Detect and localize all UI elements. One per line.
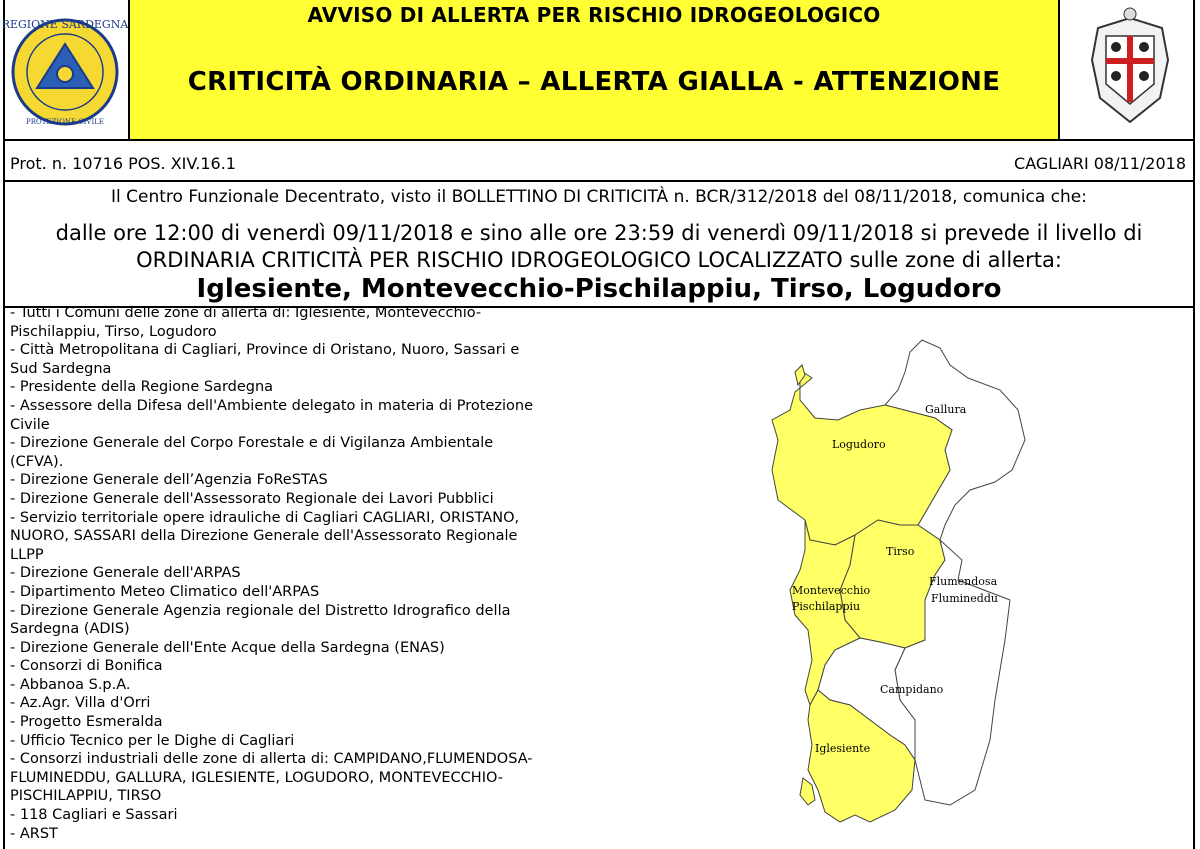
label-iglesiente: Iglesiente [815, 742, 871, 755]
label-montevecchio-1: Montevecchio [792, 584, 871, 597]
list-item: - Consorzi di Bonifica [10, 658, 163, 675]
protocol-number: Prot. n. 10716 POS. XIV.16.1 [10, 154, 236, 173]
label-gallura: Gallura [925, 403, 967, 416]
alert-title: AVVISO DI ALLERTA PER RISCHIO IDROGEOLOGICO [307, 3, 881, 27]
list-item: LLPP [10, 546, 44, 563]
list-item: Civile [10, 416, 50, 433]
label-campidano: Campidano [880, 683, 944, 696]
list-item: - Direzione Generale dell’Agenzia FoReSTAS [10, 472, 328, 489]
notice-period: dalle ore 12:00 di venerdì 09/11/2018 e sino alle ore 23:59 di venerdì 09/11/2018 si prevede il livello di [55, 221, 1143, 245]
alert-zones: Iglesiente, Montevecchio-Pischilappiu, Tirso, Logudoro [196, 274, 1002, 304]
list-item: - Assessore della Difesa dell'Ambiente delegato in materia di Protezione [10, 397, 533, 414]
list-item: Sud Sardegna [10, 360, 112, 377]
logo-text-bottom: PROTEZIONE CIVILE [25, 118, 105, 126]
list-item: - Consorzi industriali delle zone di allerta di: CAMPIDANO,FLUMENDOSA- [10, 751, 533, 768]
list-item: - Direzione Generale dell'Assessorato Regionale dei Lavori Pubblici [10, 490, 494, 507]
list-item: (CFVA). [10, 453, 64, 470]
label-montevecchio-2: Pischilappiu [792, 600, 861, 613]
sardegna-coat-of-arms-icon [1064, 0, 1195, 139]
label-flumendosa-1: Flumendosa [929, 575, 998, 588]
sardinia-alert-map [760, 335, 1060, 835]
list-item: - Città Metropolitana di Cagliari, Province di Oristano, Nuoro, Sassari e [10, 342, 520, 359]
label-logudoro: Logudoro [832, 438, 886, 451]
list-item: - ARST [10, 825, 58, 842]
list-item: - Direzione Generale Agenzia regionale del Distretto Idrografico della [10, 602, 511, 619]
protezione-civile-logo [3, 0, 128, 139]
list-item: - Ufficio Tecnico per le Dighe di Cagliari [10, 732, 295, 749]
notice-level: ORDINARIA CRITICITÀ PER RISCHIO IDROGEOLOGICO LOCALIZZATO sulle zone di allerta: [136, 248, 1062, 272]
logo-text-top: REGIONE SARDEGNA [3, 18, 128, 31]
list-item: Pischilappiu, Tirso, Logudoro [10, 323, 217, 340]
list-item: - Direzione Generale dell'ARPAS [10, 565, 241, 582]
notice-box [3, 182, 1195, 308]
recipients-list [10, 304, 580, 843]
list-item: - Servizio territoriale opere idrauliche di Cagliari CAGLIARI, ORISTANO, [10, 509, 520, 526]
list-item: - Tutti i Comuni delle zone di allerta di: Iglesiente, Montevecchio- [10, 305, 482, 321]
list-item: - Progetto Esmeralda [10, 714, 163, 731]
list-item: - Az.Agr. Villa d'Orri [10, 695, 151, 712]
island-sant-antioco [800, 778, 815, 805]
label-tirso: Tirso [886, 545, 915, 558]
list-item: Sardegna (ADIS) [10, 621, 130, 638]
header [3, 0, 1195, 141]
list-item: - Dipartimento Meteo Climatico dell'ARPAS [10, 583, 320, 600]
list-item: - 118 Cagliari e Sassari [10, 807, 178, 824]
protocol-row [3, 141, 1195, 182]
place-date: CAGLIARI 08/11/2018 [1014, 154, 1186, 173]
list-item: - Presidente della Regione Sardegna [10, 379, 274, 396]
list-item: - Direzione Generale del Corpo Forestale e di Vigilanza Ambientale [10, 435, 494, 452]
alert-level-title: CRITICITÀ ORDINARIA – ALLERTA GIALLA - ATTENZIONE [187, 67, 1001, 97]
notice-intro: Il Centro Funzionale Decentrato, visto il BOLLETTINO DI CRITICITÀ n. BCR/312/2018 del 08/11/2018, comunica che: [110, 187, 1087, 207]
alert-title-box [128, 0, 1060, 139]
list-item: PISCHILAPPIU, TIRSO [10, 788, 162, 805]
list-item: - Direzione Generale dell'Ente Acque della Sardegna (ENAS) [10, 639, 445, 656]
list-item: - Abbanoa S.p.A. [10, 676, 131, 693]
list-item: FLUMINEDDU, GALLURA, IGLESIENTE, LOGUDORO, MONTEVECCHIO- [10, 769, 504, 786]
label-flumendosa-2: Flumineddu [931, 592, 998, 605]
list-item: NUORO, SASSARI della Direzione Generale dell'Assessorato Regionale [10, 528, 518, 545]
